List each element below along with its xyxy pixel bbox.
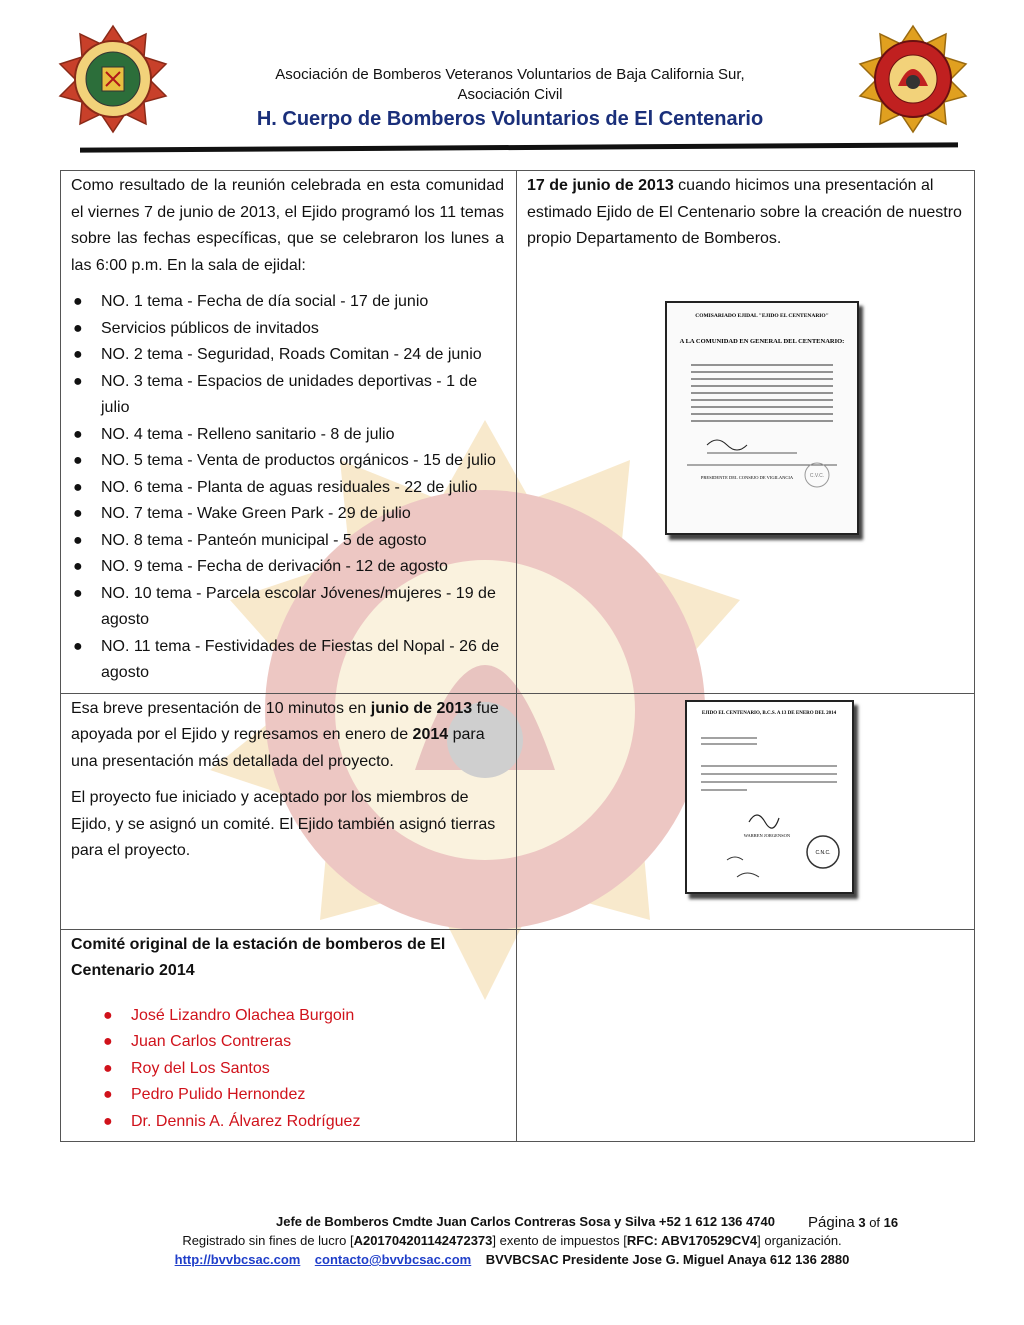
ejido-letter-document — [685, 700, 854, 894]
svg-text:EJIDO EL CENTENARIO, B.C.S. A: EJIDO EL CENTENARIO, B.C.S. A 13 DE ENERO DEL 2014 — [701, 710, 837, 716]
meeting-intro: Como resultado de la reunión celebrada en esta comunidad el viernes 7 de junio de 2013, el Ejido programó los 11 temas sobre las fechas específicas, que se celebraron los lunes a las 6:00 p.m. En la sala de ejidal: — [71, 177, 504, 274]
page-number: Página 3 of 16 — [808, 1214, 899, 1231]
website-link[interactable]: http://bvvbcsac.com — [174, 1252, 301, 1267]
list-item: ● NO. 2 tema - Seguridad, Roads Comitan - 24 de junio — [71, 342, 504, 369]
page-header — [0, 0, 1024, 160]
ejido-invitation-document — [665, 301, 859, 535]
list-item: ● NO. 11 tema - Festividades de Fiestas del Nopal - 26 de agosto — [71, 634, 504, 687]
footer-chief: Jefe de Bomberos Cmdte Juan Carlos Contreras Sosa y Silva +52 1 612 136 4740 — [276, 1214, 775, 1229]
svg-text:C.V.C.: C.V.C. — [809, 472, 825, 479]
svg-text:PRESIDENTE DEL CONSEJO DE VIGI: PRESIDENTE DEL CONSEJO DE VIGILANCIA — [700, 474, 794, 480]
support-paragraph-1: Esa breve presentación de 10 minutos en junio de 2013 fue apoyada por el Ejido y regresamos en enero de 2014 para una presentación más detallada del proyecto. — [71, 699, 499, 770]
bullet-icon: ● — [73, 531, 83, 549]
footer-registration: Registrado sin fines de lucro [A201704201142472373] exento de impuestos [RFC: ABV170529CV4] organización. — [182, 1233, 842, 1248]
bullet-icon: ● — [73, 505, 83, 522]
bullet-icon: ● — [73, 558, 83, 575]
list-item: ● NO. 10 tema - Parcela escolar Jóvenes/mujeres - 19 de agosto — [71, 581, 504, 634]
bullet-icon: ● — [73, 319, 83, 337]
committee-heading: Comité original de la estación de bomberos de El Centenario 2014 — [71, 935, 446, 979]
list-item: ● NO. 3 tema - Espacios de unidades deportivas - 1 de julio — [71, 369, 504, 422]
list-item: ● NO. 1 tema - Fecha de día social - 17 de junio — [71, 289, 504, 316]
list-item: ● Servicios públicos de invitados — [71, 316, 504, 343]
committee-list — [101, 1003, 504, 1136]
email-link[interactable]: contacto@bvvbcsac.com — [314, 1252, 472, 1267]
org-name-line1: Asociación de Bomberos Veteranos Voluntarios de Baja California Sur, — [275, 66, 745, 83]
list-item: ● NO. 8 tema - Panteón municipal - 5 de agosto — [71, 528, 504, 555]
bullet-icon: ● — [73, 293, 83, 310]
table-row — [61, 171, 975, 694]
table-row — [61, 693, 975, 929]
svg-text:C.N.C.: C.N.C. — [815, 849, 831, 856]
support-paragraph-2: El proyecto fue iniciado y aceptado por los miembros de Ejido, y se asignó un comité. El Ejido también asignó tierras para el proyecto. — [71, 789, 496, 859]
page-title: H. Cuerpo de Bomberos Voluntarios de El Centenario — [256, 108, 764, 130]
table-row — [61, 929, 975, 1142]
footer-links — [0, 1252, 1024, 1267]
bullet-icon: ● — [73, 584, 83, 602]
list-item: ● NO. 9 tema - Fecha de derivación - 12 de agosto — [71, 554, 504, 581]
support-cell — [61, 693, 517, 929]
bullet-icon: ● — [103, 1112, 113, 1130]
committee-cell — [61, 929, 517, 1142]
bullet-icon: ● — [73, 452, 83, 469]
bullet-icon: ● — [103, 1086, 113, 1103]
list-item: ● NO. 6 tema - Planta de aguas residuales - 22 de julio — [71, 475, 504, 502]
bullet-icon: ● — [103, 1033, 113, 1050]
list-item: ● Roy del Los Santos — [101, 1056, 504, 1083]
footer-president: BVVBCSAC Presidente Jose G. Miguel Anaya 612 136 2880 — [485, 1252, 850, 1267]
list-item: ● NO. 7 tema - Wake Green Park - 29 de julio — [71, 501, 504, 528]
bullet-icon: ● — [103, 1059, 113, 1077]
list-item: ● José Lizandro Olachea Burgoin — [101, 1003, 504, 1030]
bullet-icon: ● — [73, 425, 83, 443]
svg-text:COMISARIADO EJIDAL "EJIDO EL C: COMISARIADO EJIDAL "EJIDO EL CENTENARIO" — [695, 312, 829, 319]
list-item: ● Dr. Dennis A. Álvarez Rodríguez — [101, 1109, 504, 1136]
list-item: ● Pedro Pulido Hernondez — [101, 1082, 504, 1109]
svg-text:A LA COMUNIDAD EN GENERAL DEL: A LA COMUNIDAD EN GENERAL DEL CENTENARIO: — [679, 337, 845, 345]
content-table — [60, 170, 975, 1142]
empty-cell — [517, 929, 975, 1142]
list-item: ● NO. 5 tema - Venta de productos orgánicos - 15 de julio — [71, 448, 504, 475]
bullet-icon: ● — [73, 346, 83, 363]
svg-text:WARREN JORGENSON: WARREN JORGENSON — [743, 832, 791, 838]
list-item: ● Juan Carlos Contreras — [101, 1029, 504, 1056]
list-item: ● NO. 4 tema - Relleno sanitario - 8 de julio — [71, 422, 504, 449]
header-divider — [80, 142, 958, 152]
meeting-topics-cell — [61, 171, 517, 694]
centenario-logo — [858, 24, 968, 134]
bullet-icon: ● — [73, 372, 83, 390]
presentation-cell — [517, 171, 975, 694]
bullet-icon: ● — [73, 478, 83, 496]
presentation-text: 17 de junio de 2013 cuando hicimos una presentación al estimado Ejido de El Centenario sobre la creación de nuestro propio Departamento de Bomberos. — [527, 177, 962, 247]
ejido-letter-cell — [517, 693, 975, 929]
bullet-icon: ● — [73, 637, 83, 655]
bullet-icon: ● — [103, 1006, 113, 1024]
veteranos-logo — [58, 24, 168, 134]
org-name-line2: Asociación Civil — [457, 86, 563, 103]
topics-list — [71, 289, 504, 687]
